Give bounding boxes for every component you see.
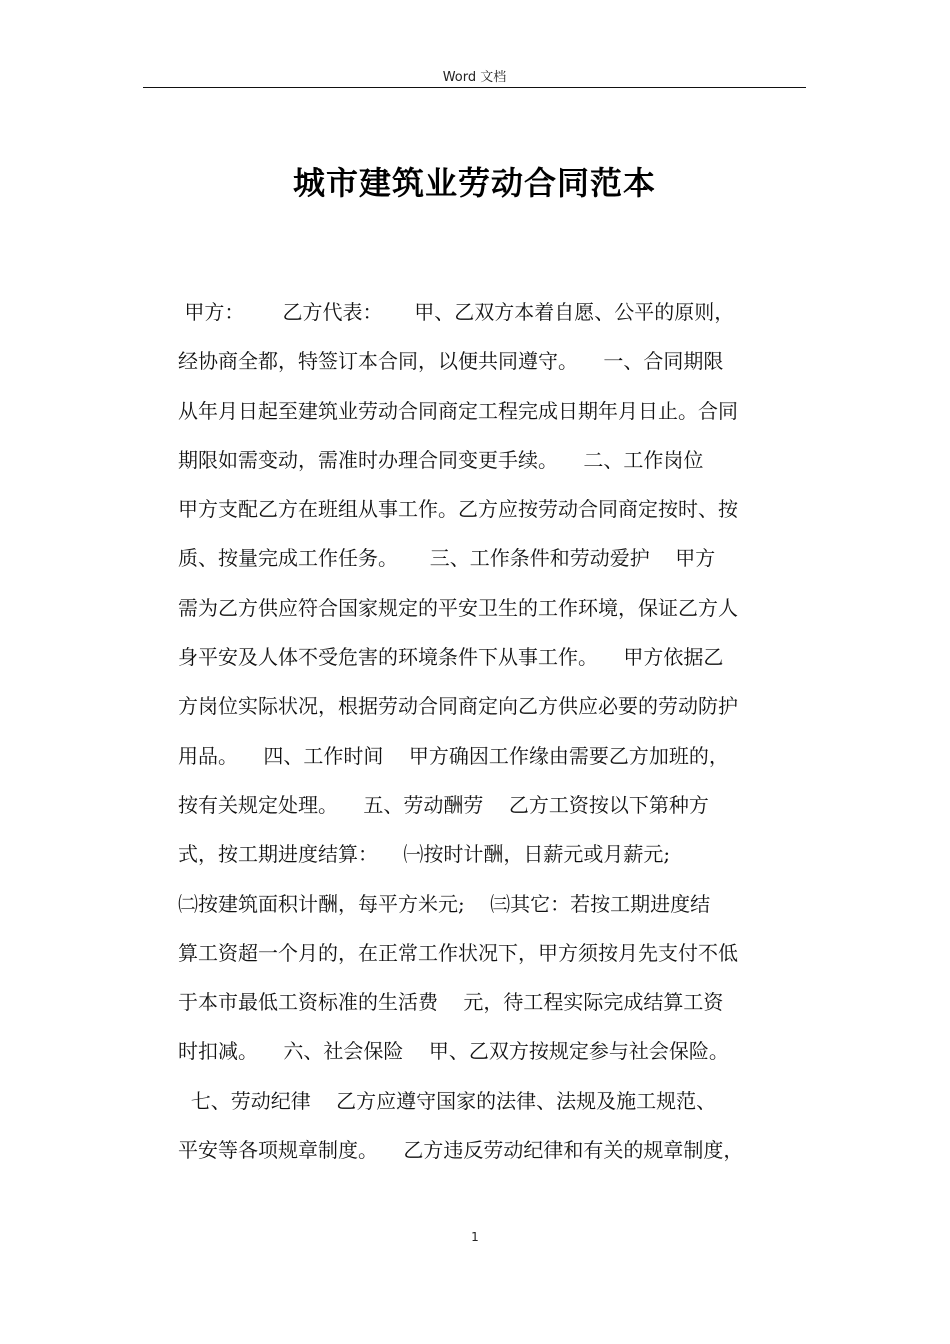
document-title: 城市建筑业劳动合同范本 <box>292 164 656 202</box>
page-header: Word 文档 <box>442 70 507 85</box>
body-line: ㈡按建筑面积计酬，每平方米元; ㈢其它：若按工期进度结 <box>178 891 711 916</box>
body-line: 身平安及人体不受危害的环境条件下从事工作。 甲方依据乙 <box>178 645 724 670</box>
body-line: 经协商全都，特签订本合同，以便共同遵守。 一、合同期限 <box>178 349 724 374</box>
body-line: 从年月日起至建筑业劳动合同商定工程完成日期年月日止。合同 <box>178 398 738 423</box>
contract-body <box>178 288 828 1175</box>
body-line: 按有关规定处理。 五、劳动酬劳 乙方工资按以下第种方 <box>178 792 709 817</box>
body-line: 甲方： 乙方代表： 甲、乙双方本着自愿、公平的原则， <box>178 300 735 324</box>
body-line: 期限如需变动，需准时办理合同变更手续。 二、工作岗位 <box>178 447 704 472</box>
body-line: 时扣减。 六、社会保险 甲、乙双方按规定参与社会保险。 <box>178 1039 729 1064</box>
body-line: 方岗位实际状况，根据劳动合同商定向乙方供应必要的劳动防护 <box>178 694 738 719</box>
body-line: 用品。 四、工作时间 甲方确因工作缘由需要乙方加班的， <box>178 743 729 768</box>
body-line: 平安等各项规章制度。 乙方违反劳动纪律和有关的规章制度， <box>178 1138 744 1163</box>
body-line: 算工资超一个月的，在正常工作状况下，甲方须按月先支付不低 <box>178 940 738 965</box>
body-line: 需为乙方供应符合国家规定的平安卫生的工作环境，保证乙方人 <box>178 595 738 620</box>
body-line: 质、按量完成工作任务。 三、工作条件和劳动爱护 甲方 <box>178 546 716 571</box>
header-divider <box>143 87 806 88</box>
body-line: 式，按工期进度结算： ㈠按时计酬，日薪元或月薪元; <box>178 842 671 867</box>
body-line: 七、劳动纪律 乙方应遵守国家的法律、法规及施工规范、 <box>178 1088 717 1113</box>
body-line: 于本市最低工资标准的生活费 元，待工程实际完成结算工资 <box>178 990 724 1015</box>
page-number: 1 <box>471 1230 479 1244</box>
body-line: 甲方支配乙方在班组从事工作。乙方应按劳动合同商定按时、按 <box>178 497 738 522</box>
